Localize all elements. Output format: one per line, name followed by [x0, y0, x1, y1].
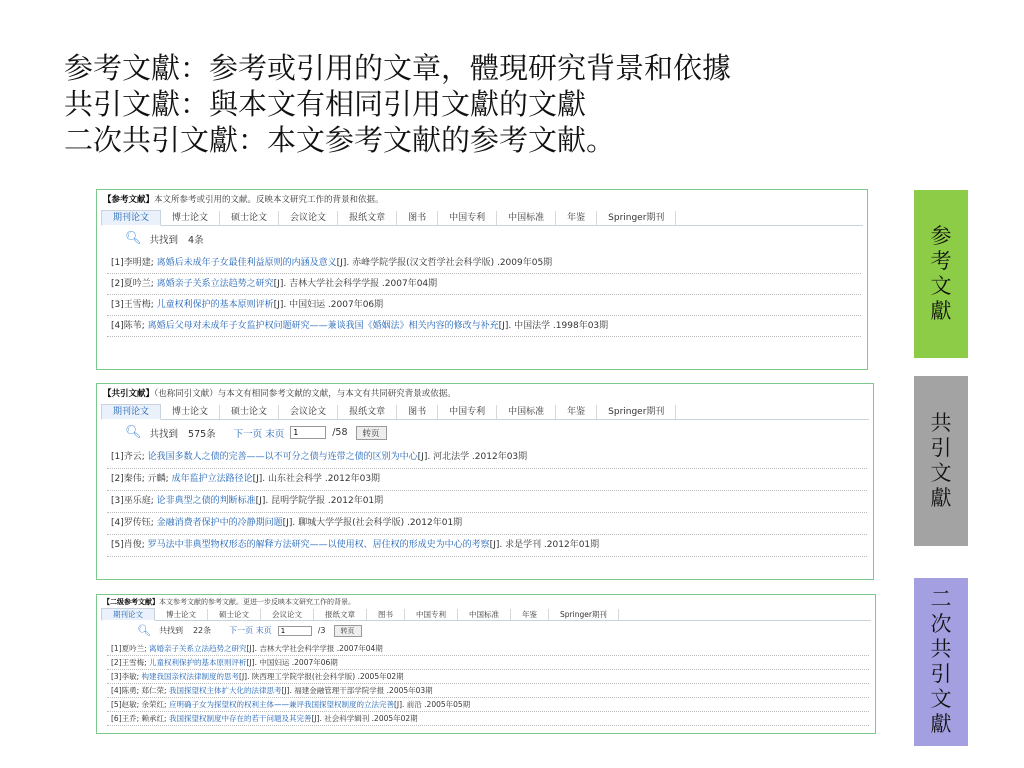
search-icon: 🔍︎: [137, 624, 151, 637]
panel-header: 【二级参考文献】本文参考文献的参考文献。更进一步反映本文研究工作的背景。: [103, 598, 355, 606]
cocitations-panel: [96, 383, 874, 580]
secondary-references-panel: [96, 594, 876, 734]
tab-yearbook[interactable]: 年鉴: [556, 405, 597, 419]
result-count: 🔍︎ 共找到 575条 下一页 末页 1 /58 转页: [97, 420, 873, 445]
article-link[interactable]: 离婚后未成年子女最佳利益原则的内涵及意义: [156, 258, 337, 268]
tab-conference[interactable]: 会议论文: [261, 609, 314, 620]
side-label-secondary: 二 次 共 引 文 獻: [914, 578, 968, 746]
list-item: [1]齐云; 论我国多数人之债的完善——以不可分之债与连带之债的区别为中心[J]. 河北法学 .2012年03期: [107, 447, 867, 469]
tab-yearbook[interactable]: 年鉴: [511, 609, 549, 620]
list-item: [3]王雪梅; 儿童权利保护的基本原则评析[J]. 中国妇运 .2007年06期: [107, 295, 861, 316]
result-count: 🔍︎ 共找到 4条: [125, 231, 204, 246]
tab-phd[interactable]: 博士论文: [161, 405, 220, 419]
article-link[interactable]: 罗马法中非典型物权形态的解释方法研究——以使用权、居住权的形成史为中心的考察: [147, 540, 490, 550]
tab-books[interactable]: 图书: [397, 211, 438, 225]
tab-master[interactable]: 硕士论文: [220, 405, 279, 419]
list-item: [2]王雪梅; 儿童权利保护的基本原则评析[J]. 中国妇运 .2007年06期: [107, 656, 869, 670]
slide-title-block: [64, 50, 731, 158]
list-item: [2]秦伟; 亓麟; 成年监护立法路径论[J]. 山东社会科学 .2012年03期: [107, 469, 867, 491]
list-item: [4]陈勇; 郑仁荣; 我国探望权主体扩大化的法律思考[J]. 福建金融管理干部学院学报 .2005年03期: [107, 684, 869, 698]
tab-conference[interactable]: 会议论文: [279, 211, 338, 225]
tab-patent[interactable]: 中国专利: [405, 609, 458, 620]
list-item: [4]罗传钰; 金融消费者保护中的冷静期问题[J]. 聊城大学学报(社会科学版) .2012年01期: [107, 513, 867, 535]
side-label-cocitations: 共 引 文 獻: [914, 376, 968, 546]
title-line-cocitations: 共引文獻：與本文有相同引用文獻的文獻: [64, 87, 587, 121]
list-item: [3]李敏; 构建我国亲权法律制度的思考[J]. 陕西理工学院学报(社会科学版) .2005年02期: [107, 670, 869, 684]
article-link[interactable]: 离婚亲子关系立法趋势之研究: [149, 644, 247, 653]
list-item: [5]肖俊; 罗马法中非典型物权形态的解释方法研究——以使用权、居住权的形成史为中心的考察[J]. 求是学刊 .2012年01期: [107, 535, 867, 557]
result-list: [107, 447, 867, 557]
tab-newspaper[interactable]: 报纸文章: [338, 405, 397, 419]
pager-links[interactable]: 下一页 末页: [229, 626, 272, 635]
tab-books[interactable]: 图书: [367, 609, 405, 620]
tab-phd[interactable]: 博士论文: [155, 609, 208, 620]
tab-journal[interactable]: 期刊论文: [101, 608, 155, 621]
article-link[interactable]: 离婚亲子关系立法趋势之研究: [156, 279, 274, 289]
side-label-references: 参 考 文 獻: [914, 190, 968, 358]
article-link[interactable]: 儿童权利保护的基本原则评析: [156, 300, 274, 310]
references-panel: [96, 189, 868, 370]
title-line-references: 参考文獻：参考或引用的文章，體現研究背景和依據: [64, 51, 732, 85]
title-line-secondary: 二次共引文獻：本文参考文献的参考文献。: [64, 123, 616, 157]
tab-springer[interactable]: Springer期刊: [597, 211, 676, 225]
result-list: [107, 642, 869, 726]
page-number-input[interactable]: [278, 626, 312, 636]
list-item: [6]王乔; 赖承红; 我国探望权制度中存在的若干问题及其完善[J]. 社会科学辑刊 .2005年02期: [107, 712, 869, 726]
tab-newspaper[interactable]: 报纸文章: [338, 211, 397, 225]
tab-books[interactable]: 图书: [397, 405, 438, 419]
article-link[interactable]: 构建我国亲权法律制度的思考: [141, 672, 240, 681]
tab-bar: [101, 207, 863, 226]
article-link[interactable]: 论我国多数人之债的完善——以不可分之债与连带之债的区别为中心: [147, 452, 418, 462]
tab-springer[interactable]: Springer期刊: [597, 405, 676, 419]
article-link[interactable]: 应明确子女为探望权的权利主体——兼评我国探望权制度的立法完善: [168, 700, 394, 709]
tab-master[interactable]: 硕士论文: [220, 211, 279, 225]
tab-master[interactable]: 硕士论文: [208, 609, 261, 620]
tab-patent[interactable]: 中国专利: [438, 211, 497, 225]
list-item: [3]巫乐庭; 论非典型之债的判断标准[J]. 昆明学院学报 .2012年01期: [107, 491, 867, 513]
tab-phd[interactable]: 博士论文: [161, 211, 220, 225]
tab-newspaper[interactable]: 报纸文章: [314, 609, 367, 620]
tab-bar: [101, 401, 869, 420]
page-number-input[interactable]: [290, 426, 326, 439]
list-item: [1]夏吟兰; 离婚亲子关系立法趋势之研究[J]. 吉林大学社会科学学报 .2007年04期: [107, 642, 869, 656]
page-total: /3: [317, 626, 326, 635]
tab-journal[interactable]: 期刊论文: [101, 210, 161, 226]
search-icon: 🔍︎: [125, 425, 142, 440]
article-link[interactable]: 成年监护立法路径论: [171, 474, 253, 484]
article-link[interactable]: 儿童权利保护的基本原则评析: [149, 658, 247, 667]
tab-standard[interactable]: 中国标准: [458, 609, 511, 620]
result-count: 🔍︎ 共找到 22条 下一页 末页 1 /3 转页: [97, 621, 875, 640]
search-icon: 🔍︎: [125, 231, 142, 246]
tab-conference[interactable]: 会议论文: [279, 405, 338, 419]
list-item: [5]赵敏; 余荣红; 应明确子女为探望权的权利主体——兼评我国探望权制度的立法完善[J]. 前沿 .2005年05期: [107, 698, 869, 712]
article-link[interactable]: 我国探望权制度中存在的若干问题及其完善: [168, 714, 312, 723]
tab-bar: [101, 607, 871, 621]
list-item: [2]夏吟兰; 离婚亲子关系立法趋势之研究[J]. 吉林大学社会科学学报 .2007年04期: [107, 274, 861, 295]
tab-patent[interactable]: 中国专利: [438, 405, 497, 419]
pager-links[interactable]: 下一页 末页: [233, 428, 285, 440]
result-list: [107, 253, 861, 337]
tab-yearbook[interactable]: 年鉴: [556, 211, 597, 225]
list-item: [4]陈苇; 离婚后父母对未成年子女监护权问题研究——兼谈我国《婚姻法》相关内容的修改与补充[J]. 中国法学 .1998年03期: [107, 316, 861, 337]
go-page-button[interactable]: 转页: [356, 426, 387, 440]
panel-header: 【共引文献】（也称同引文献）与本文有相同参考文献的文献，与本文有共同研究背景或依据。: [103, 389, 456, 399]
tab-standard[interactable]: 中国标准: [497, 405, 556, 419]
article-link[interactable]: 论非典型之债的判断标准: [156, 496, 256, 506]
article-link[interactable]: 离婚后父母对未成年子女监护权问题研究——兼谈我国《婚姻法》相关内容的修改与补充: [147, 321, 499, 331]
tab-springer[interactable]: Springer期刊: [549, 609, 619, 620]
go-page-button[interactable]: 转页: [334, 625, 362, 637]
page-total: /58: [332, 427, 348, 438]
tab-journal[interactable]: 期刊论文: [101, 404, 161, 420]
article-link[interactable]: 我国探望权主体扩大化的法律思考: [168, 686, 282, 695]
tab-standard[interactable]: 中国标准: [497, 211, 556, 225]
article-link[interactable]: 金融消费者保护中的冷静期问题: [156, 518, 283, 528]
panel-header: 【参考文献】本文所参考或引用的文献。反映本文研究工作的背景和依据。: [103, 195, 384, 205]
list-item: [1]李明建; 离婚后未成年子女最佳利益原则的内涵及意义[J]. 赤峰学院学报(汉文哲学社会科学版) .2009年05期: [107, 253, 861, 274]
